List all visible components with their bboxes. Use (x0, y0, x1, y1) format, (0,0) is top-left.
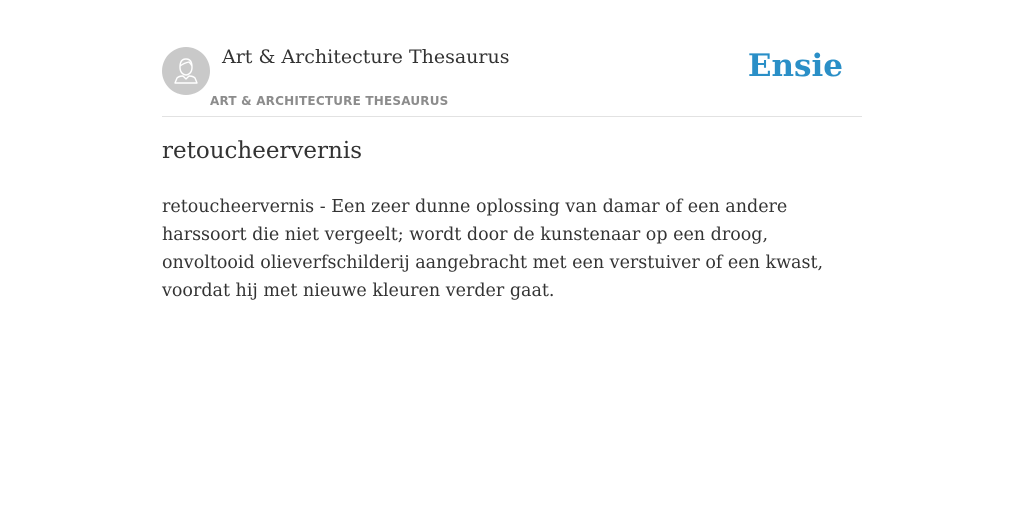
user-icon (162, 47, 210, 95)
brand-logo[interactable]: Ensie (747, 48, 843, 84)
definition-text: retoucheervernis - Een zeer dunne oplossing van damar of een andere harssoort die niet vergeelt; wordt door de kunstenaar op een droog, onvoltooid olieverfschilderij aangebracht met een verstuiver of een kwast, voordat hij met nieuwe kleuren verder gaat. (162, 197, 824, 301)
header (162, 40, 862, 117)
author-name[interactable]: Art & Architecture Thesaurus (222, 46, 510, 68)
category-label[interactable]: ART & ARCHITECTURE THESAURUS (210, 94, 449, 108)
avatar[interactable] (162, 47, 210, 95)
page-title: retoucheervernis (162, 138, 362, 164)
